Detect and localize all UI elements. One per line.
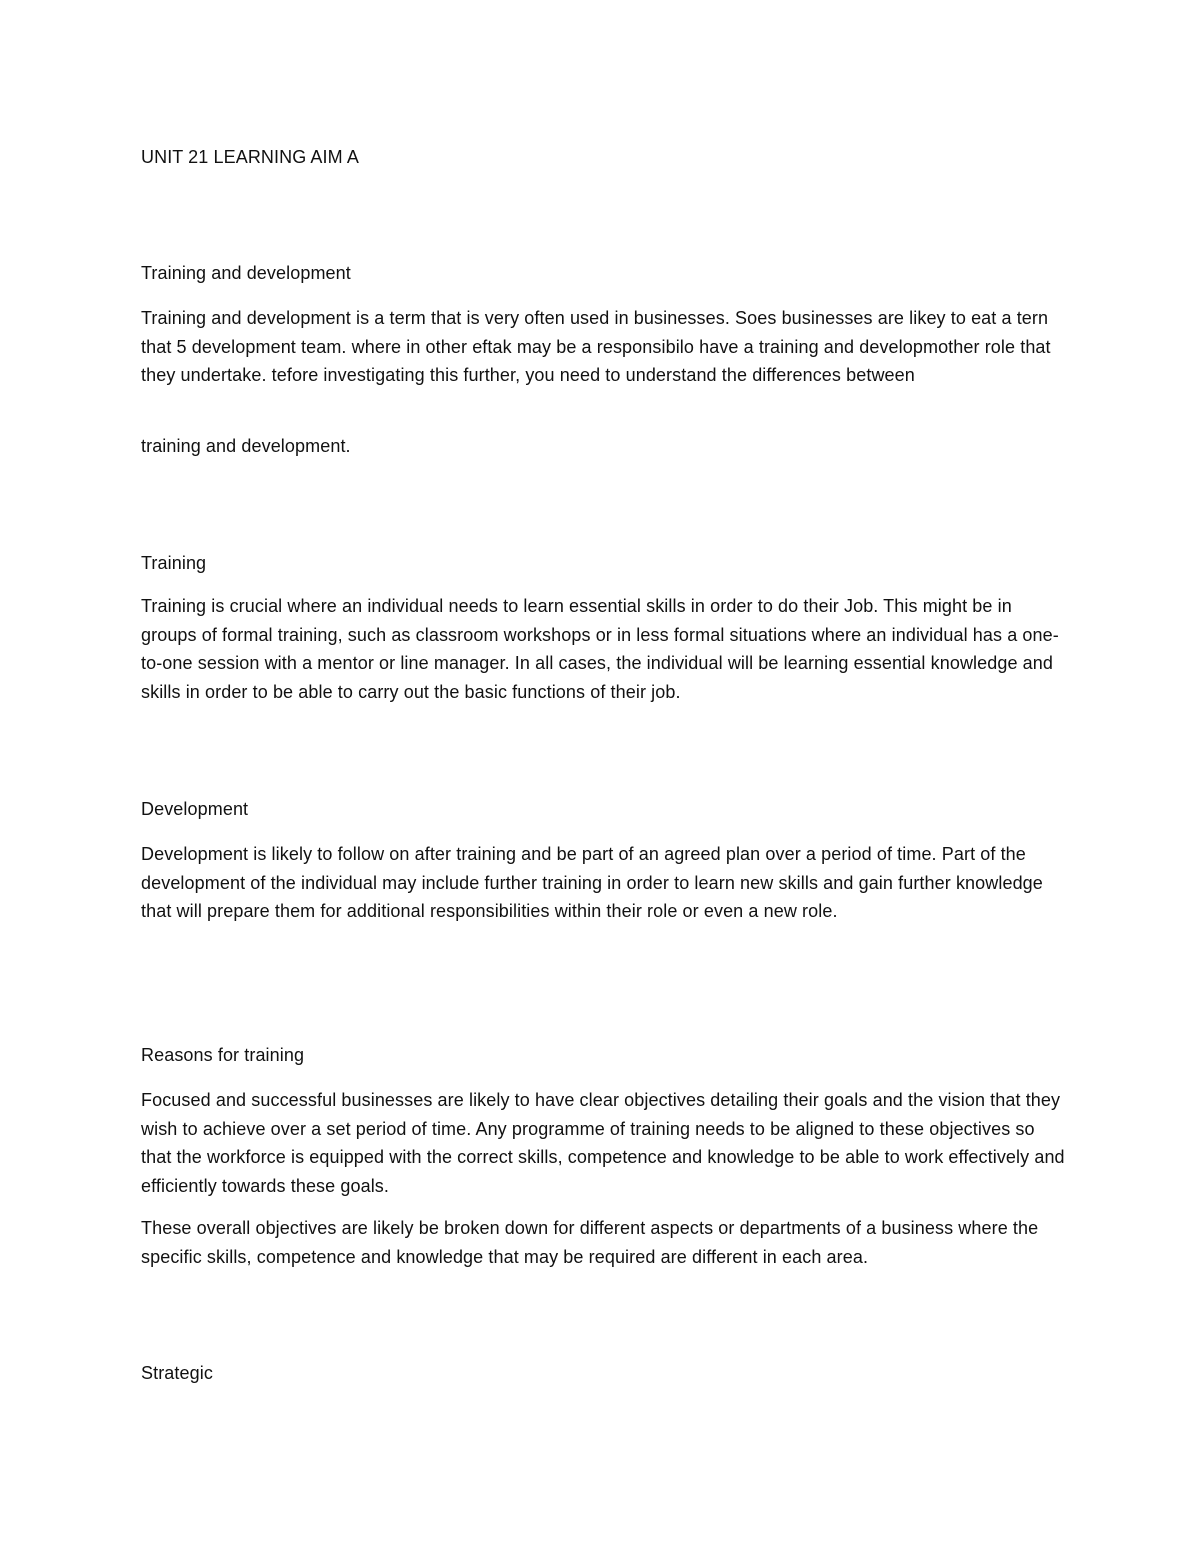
paragraph-training: Training is crucial where an individual needs to learn essential skills in order to do their Job. This might be in groups of formal training, such as classroom workshops or in less formal situations where an individual has a one-to-one session with a mentor or line manager. In all cases, the individual will be learning essential knowledge and skills in order to be able to carry out the basic functions of their job. — [141, 596, 1059, 702]
paragraph-development: Development is likely to follow on after training and be part of an agreed plan over a period of time. Part of the development of the individual may include further training in order to learn new skills and gain further knowledge that will prepare them for additional responsibilities within their role or even a new role. — [141, 844, 1043, 921]
section-heading-strategic: Strategic — [141, 1363, 213, 1383]
section-heading-training: Training — [141, 553, 207, 573]
paragraph-reasons-for-training-departments: These overall objectives are likely be broken down for different aspects or departments of a business where the specific skills, competence and knowledge that may be required are different in each area. — [141, 1218, 1039, 1267]
paragraph-training-and-development-continued: training and development. — [141, 436, 351, 456]
section-heading-training-and-development: Training and development — [141, 263, 351, 283]
section-heading-reasons-for-training: Reasons for training — [141, 1045, 305, 1065]
paragraph-reasons-for-training-objectives: Focused and successful businesses are likely to have clear objectives detailing their goals and the vision that they wish to achieve over a set period of time. Any programme of training needs to be aligned to these objectives so that the workforce is equipped with the correct skills, competence and knowledge to be able to work effectively and efficiently towards these goals. — [141, 1090, 1065, 1196]
paragraph-training-and-development-intro: Training and development is a term that is very often used in businesses. Soes businesses are likey to eat a tern that 5 development team. where in other eftak may be a responsibilo have a training and developmother role that they undertake. tefore investigating this further, you need to understand the differences between — [141, 308, 1051, 385]
document-title: UNIT 21 LEARNING AIM A — [141, 147, 359, 167]
section-heading-development: Development — [141, 799, 249, 819]
